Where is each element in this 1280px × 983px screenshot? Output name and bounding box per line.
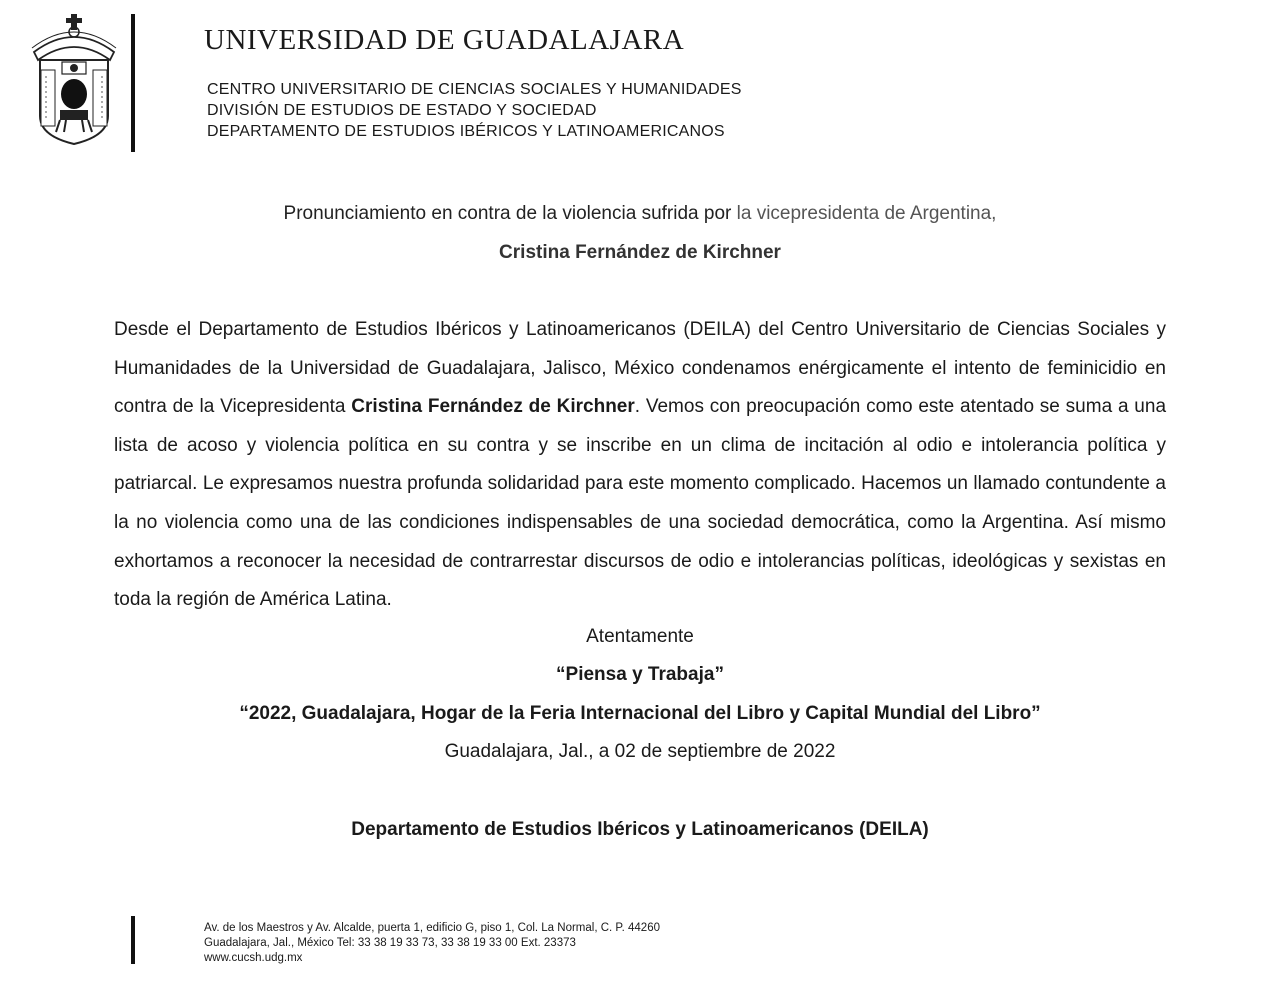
closing-signatory: Departamento de Estudios Ibéricos y Latinoamericanos (DEILA) [351,819,929,840]
footer-address: Av. de los Maestros y Av. Alcalde, puerta 1, edificio G, piso 1, Col. La Normal, C. P. 44260 [204,922,660,934]
statement-body [114,311,1166,620]
statement-title [0,203,1280,225]
header-vertical-rule [131,14,135,152]
body-bold-name: Cristina Fernández de Kirchner [351,396,635,418]
footer-contact [204,921,660,966]
closing-year-motto: “2022, Guadalajara, Hogar de la Feria Internacional del Libro y Capital Mundial del Libro” [239,703,1041,724]
body-before: Desde el Departamento de Estudios Ibéricos y Latinoamericanos (DEILA) del Centro Universitario de Ciencias Sociales y Humanidades de la Universidad de Guadalajara, Jalisco, México condenamos enérgicamente el intento de feminicidio en contra de la Vicepresidenta [114,319,1166,418]
statement-title-part2: la vicepresidenta de Argentina, [736,203,997,224]
closing-motto: “Piensa y Trabaja” [556,664,724,685]
footer-website: www.cucsh.udg.mx [204,952,303,964]
university-name: UNIVERSIDAD DE GUADALAJARA [204,24,685,56]
header-subtitle-lines [207,79,742,142]
body-after: . Vemos con preocupación como este atentado se suma a una lista de acoso y violencia política en su contra y se inscribe en un clima de incitación al odio e intolerancia política y patriarcal. Le expresamos nuestra profunda solidaridad para este momento complicado. Hacemos un llamado contundente a la no violencia como una de las condiciones indispensables de una sociedad democrática, como la Argentina. Así mismo exhortamos a reconocer la necesidad de contrarrestar discursos de odio e intolerancias políticas, ideológicas y sexistas en toda la región de América Latina. [114,396,1167,611]
department-name: DEPARTAMENTO DE ESTUDIOS IBÉRICOS Y LATINOAMERICANOS [207,123,725,140]
division-name: DIVISIÓN DE ESTUDIOS DE ESTADO Y SOCIEDAD [207,102,597,119]
statement-title-part1: Pronunciamiento en contra de la violencia sufrida por [283,203,732,224]
footer-phone: Guadalajara, Jal., México Tel: 33 38 19 33 73, 33 38 19 33 00 Ext. 23373 [204,937,576,949]
footer-vertical-rule [131,916,135,964]
closing-place-date: Guadalajara, Jal., a 02 de septiembre de 2022 [444,741,836,762]
center-name: CENTRO UNIVERSITARIO DE CIENCIAS SOCIALES Y HUMANIDADES [207,81,742,98]
university-seal-logo [26,12,122,148]
closing-salutation: Atentamente [586,626,694,647]
statement-name: Cristina Fernández de Kirchner [499,242,781,263]
